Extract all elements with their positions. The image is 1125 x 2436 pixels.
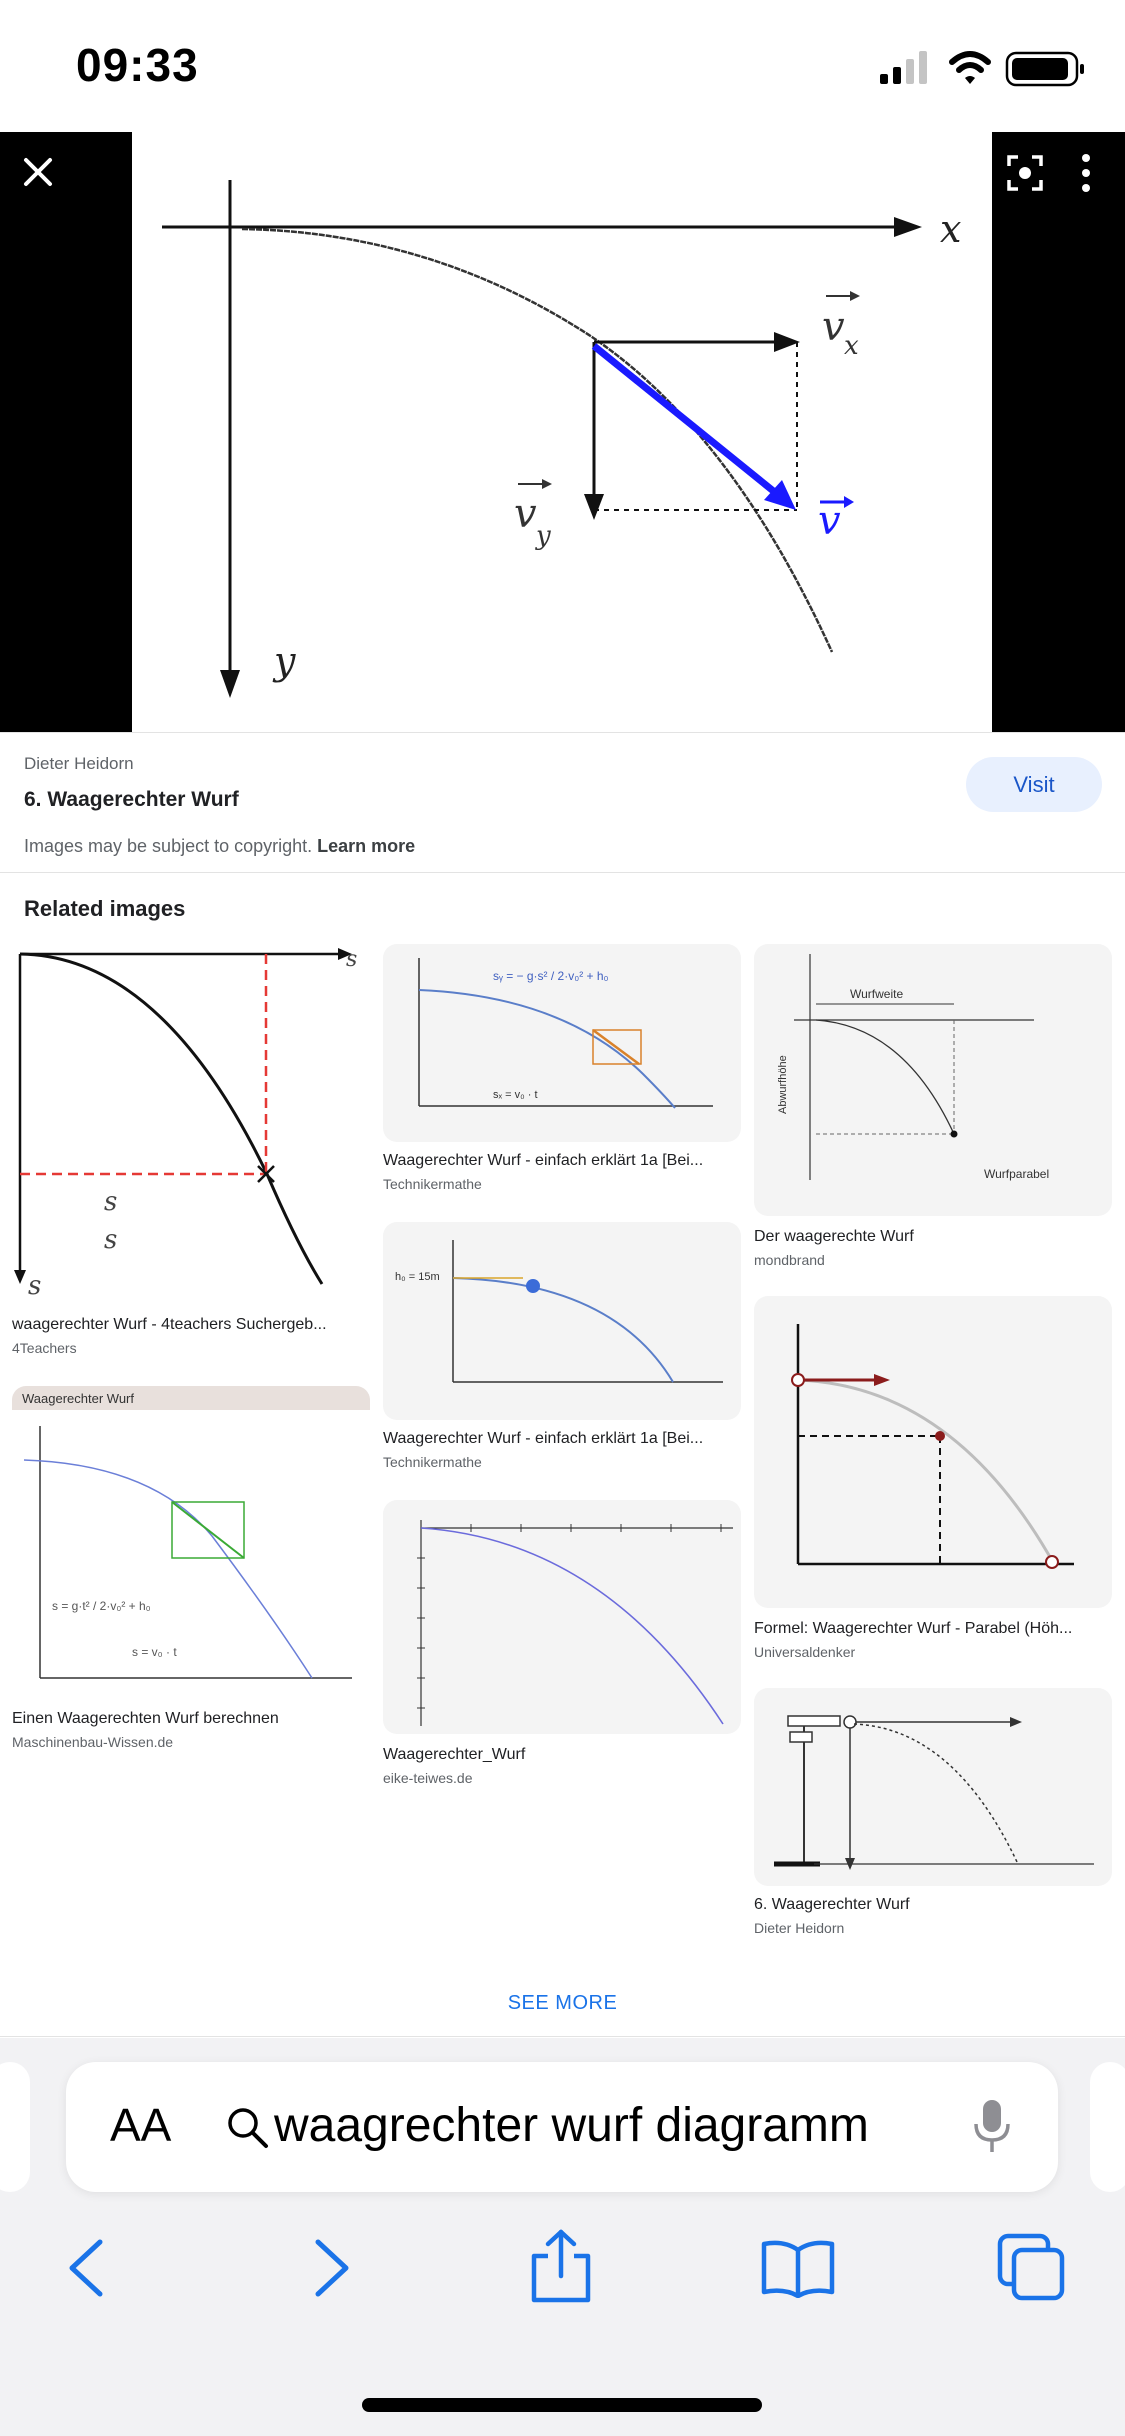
- related-image-2[interactable]: [12, 1386, 370, 1698]
- related-image-5[interactable]: [383, 1500, 741, 1734]
- v-label: v: [818, 498, 841, 544]
- copyright-text: Images may be subject to copyright.: [24, 836, 313, 856]
- svg-text:s = v₀ · t: s = v₀ · t: [132, 1645, 177, 1659]
- wifi-icon: [952, 54, 988, 84]
- related-image-7[interactable]: [754, 1296, 1112, 1608]
- related-image-6-source: mondbrand: [754, 1252, 825, 1268]
- thumb-header: Waagerechter Wurf: [22, 1391, 134, 1406]
- related-image-1[interactable]: [12, 944, 370, 1306]
- close-icon[interactable]: [20, 154, 56, 190]
- status-icons: [878, 48, 1125, 88]
- related-image-8-source: Dieter Heidorn: [754, 1920, 845, 1936]
- status-time: 09:33: [76, 39, 199, 91]
- related-image-4-source: Technikermathe: [383, 1454, 482, 1470]
- vx-sub-label: x: [844, 331, 859, 361]
- related-image-1-source: 4Teachers: [12, 1340, 77, 1356]
- related-image-5-title[interactable]: Waagerechter_Wurf: [383, 1746, 526, 1763]
- wurfweite-label: Wurfweite: [850, 987, 904, 1001]
- tabs-icon[interactable]: [996, 2232, 1068, 2304]
- search-query[interactable]: waagrechter wurf diagramm: [274, 2099, 869, 2152]
- related-image-7-source: Universaldenker: [754, 1644, 856, 1660]
- next-tab-pill[interactable]: [1090, 2062, 1125, 2192]
- home-indicator[interactable]: [362, 2398, 762, 2412]
- y-axis-label: y: [274, 639, 296, 683]
- see-more-button[interactable]: SEE MORE: [507, 1992, 618, 2014]
- main-image-diagram[interactable]: [132, 132, 992, 732]
- wurfparabel-label: Wurfparabel: [984, 1167, 1050, 1181]
- svg-text:s: s: [28, 1271, 42, 1301]
- related-image-8[interactable]: [754, 1688, 1112, 1886]
- copyright-notice: [24, 836, 415, 857]
- vy-label: v: [514, 491, 537, 537]
- divider: [0, 732, 1125, 733]
- related-image-8-title[interactable]: 6. Waagerechter Wurf: [754, 1896, 910, 1913]
- bookmarks-icon[interactable]: [760, 2238, 836, 2298]
- related-images-heading: Related images: [24, 896, 186, 921]
- divider: [0, 872, 1125, 873]
- search-icon: [226, 2106, 270, 2150]
- related-image-2-title[interactable]: Einen Waagerechten Wurf berechnen: [12, 1710, 279, 1727]
- mic-icon[interactable]: [970, 2098, 1014, 2158]
- related-image-3-title[interactable]: Waagerechter Wurf - einfach erklärt 1a [Bei...: [383, 1152, 704, 1169]
- divider: [0, 2036, 1125, 2037]
- svg-text:s: s: [346, 947, 358, 972]
- related-image-7-title[interactable]: Formel: Waagerechter Wurf - Parabel (Höh...: [754, 1620, 1073, 1637]
- learn-more-link[interactable]: Learn more: [317, 836, 416, 856]
- svg-text:s: s: [104, 1225, 118, 1255]
- svg-text:h₀ = 15m: h₀ = 15m: [395, 1271, 440, 1283]
- related-image-5-source: eike-teiwes.de: [383, 1770, 473, 1786]
- vy-sub-label: y: [536, 521, 551, 551]
- back-icon[interactable]: [62, 2238, 112, 2298]
- previous-tab-pill[interactable]: [0, 2062, 30, 2192]
- svg-text:sₓ = v₀ · t: sₓ = v₀ · t: [493, 1089, 538, 1101]
- svg-text:sᵧ = − g·s² / 2·v₀² + h₀: sᵧ = − g·s² / 2·v₀² + h₀: [493, 969, 609, 983]
- signal-icon: [880, 51, 927, 84]
- x-axis-label: x: [940, 207, 962, 251]
- svg-text:s = g·t² / 2·v₀² + h₀: s = g·t² / 2·v₀² + h₀: [52, 1599, 151, 1613]
- related-image-4[interactable]: [383, 1222, 741, 1420]
- svg-text:s: s: [104, 1187, 118, 1217]
- abwurfhoehe-label: Abwurfhöhe: [777, 1055, 789, 1114]
- page-title[interactable]: 6. Waagerechter Wurf: [24, 788, 239, 811]
- related-image-3[interactable]: [383, 944, 741, 1142]
- related-image-6[interactable]: [754, 944, 1112, 1216]
- visit-button[interactable]: Visit: [966, 757, 1102, 812]
- vx-label: v: [822, 304, 845, 350]
- related-image-4-title[interactable]: Waagerechter Wurf - einfach erklärt 1a [Bei...: [383, 1430, 704, 1447]
- aa-button[interactable]: AA: [110, 2099, 172, 2151]
- share-icon[interactable]: [528, 2228, 594, 2304]
- related-image-3-source: Technikermathe: [383, 1176, 482, 1192]
- related-image-1-title[interactable]: waagerechter Wurf - 4teachers Suchergeb...: [12, 1316, 327, 1333]
- source-name[interactable]: Dieter Heidorn: [24, 754, 134, 773]
- forward-icon[interactable]: [306, 2238, 356, 2298]
- related-image-2-source: Maschinenbau-Wissen.de: [12, 1734, 174, 1750]
- lens-icon[interactable]: [1006, 154, 1044, 192]
- more-vert-icon[interactable]: [1076, 152, 1096, 194]
- battery-icon: [1007, 53, 1084, 85]
- related-image-6-title[interactable]: Der waagerechte Wurf: [754, 1228, 914, 1245]
